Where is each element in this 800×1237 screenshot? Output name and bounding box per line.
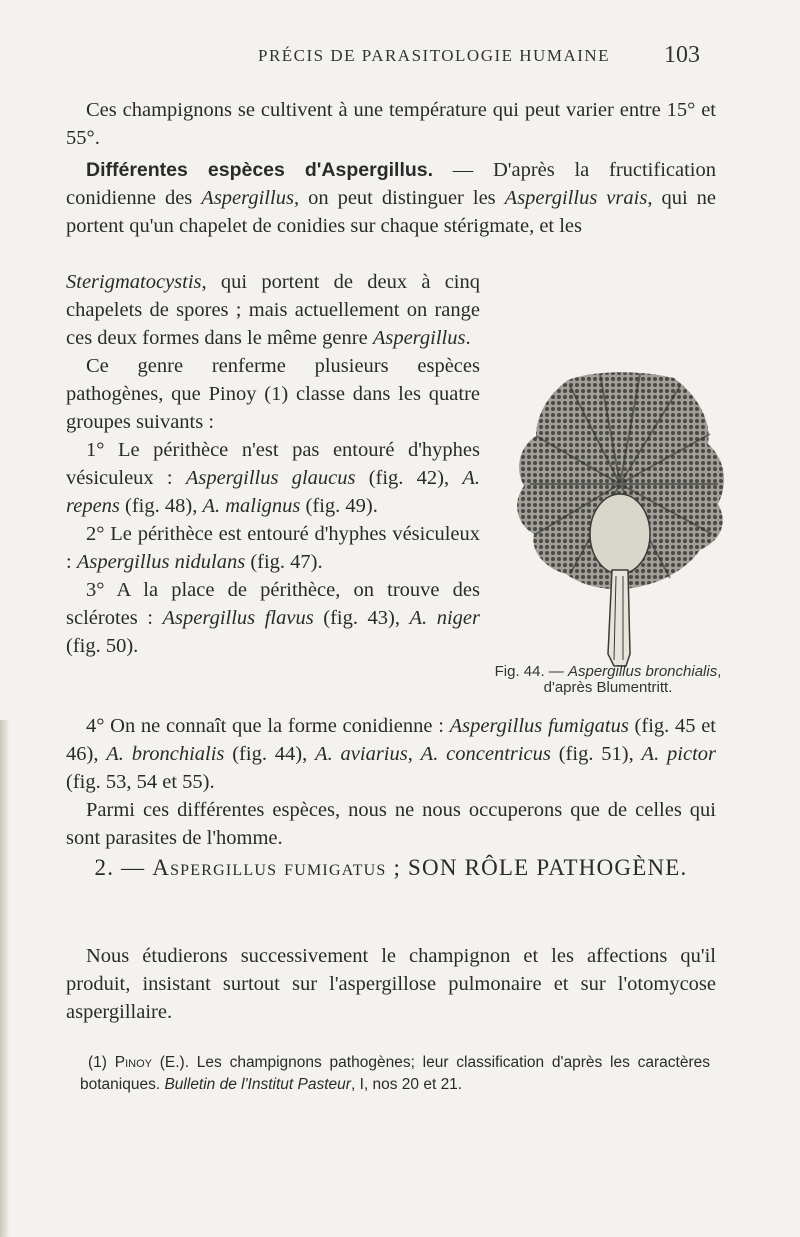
text-run: 4° On ne connaît que la forme conidienne :	[86, 715, 450, 737]
footnote-marker: (1)	[88, 1054, 115, 1071]
caption-label: Fig. 44. —	[494, 663, 568, 680]
page-gutter-shadow	[0, 720, 10, 1237]
text-run: (fig. 42),	[355, 467, 463, 489]
text-run: (fig. 44),	[224, 743, 316, 765]
page-number: 103	[664, 42, 700, 68]
section-heading	[66, 850, 716, 886]
text-run: .	[465, 327, 471, 349]
text-run: ,	[407, 743, 421, 765]
italic-run: Aspergillus	[201, 187, 294, 209]
text-run: 3° A la place de périthèce, on trouve des sclérotes :	[66, 579, 480, 629]
text-run: (fig. 49).	[300, 495, 378, 517]
section-number: 2. —	[94, 855, 153, 880]
text-run: 2° Le périthèce est entouré d'hyphes vésiculeux :	[66, 523, 480, 573]
text-run: — D'après la fructification conidienne des	[66, 159, 716, 209]
italic-run: Aspergillus nidulans	[76, 551, 246, 573]
paragraph-genre: Ce genre renferme plusieurs espèces pathogènes, que Pinoy (1) classe dans les quatre groupes suivants :	[66, 355, 480, 433]
paragraph-parasites: Parmi ces différentes espèces, nous ne nous occuperons que de celles qui sont parasites de l'homme.	[66, 799, 716, 849]
italic-run: Sterigmatocystis	[66, 271, 202, 293]
section-title-species: Aspergillus fumigatus	[152, 855, 387, 880]
footnote	[80, 1052, 710, 1096]
figure-caption	[478, 664, 738, 696]
text-after-figure	[66, 712, 716, 852]
section-title-rest: ; SON RÔLE PATHOGÈNE.	[386, 855, 688, 880]
italic-run: A. pictor	[641, 743, 716, 765]
text-run: (fig. 45 et 46),	[66, 715, 716, 765]
paragraph-species-cont	[66, 268, 480, 352]
italic-run: Aspergillus flavus	[162, 607, 314, 629]
footnote-journal: Bulletin de l'Institut Pasteur	[164, 1076, 351, 1093]
footnote-text: (E.). Les champignons pathogènes; leur classification d'après les caractères botaniques.	[80, 1054, 711, 1093]
wrapped-column	[66, 268, 480, 660]
italic-run: Aspergillus vrais	[504, 187, 648, 209]
paragraph-study	[66, 942, 716, 1026]
text-run: , qui ne portent qu'un chapelet de conidies sur chaque stérigmate, et les	[66, 187, 717, 237]
paragraph-text: Nous étudierons successivement le champignon et les affections qu'il produit, insistant surtout sur l'aspergillose pulmonaire et sur l'otomycose aspergillaire.	[66, 945, 716, 1023]
italic-run: Aspergillus fumigatus	[449, 715, 629, 737]
conidiophore-drawing	[490, 364, 728, 676]
text-run: 1° Le périthèce n'est pas entouré d'hyphes vésiculeux :	[66, 439, 480, 489]
list-item-group-1	[66, 436, 480, 520]
italic-run: A. bronchialis	[106, 743, 225, 765]
paragraph-text: Ces champignons se cultivent à une température qui peut varier entre 15° et 55°.	[66, 99, 716, 149]
italic-run: Aspergillus	[372, 327, 466, 349]
caption-credit: , d'après Blumentritt.	[543, 663, 722, 696]
text-run: , on peut distinguer les	[293, 187, 505, 209]
text-run: (fig. 43),	[313, 607, 410, 629]
figure-aspergillus-illustration	[490, 364, 728, 676]
list-item-group-3	[66, 576, 480, 660]
running-head: PRÉCIS DE PARASITOLOGIE HUMAINE	[258, 46, 611, 65]
list-item-group-4	[66, 712, 716, 796]
text-run: (fig. 51),	[550, 743, 642, 765]
footnote-author: Pinoy	[114, 1054, 152, 1071]
italic-run: A. aviarius	[315, 743, 408, 765]
text-run: (fig. 47).	[245, 551, 323, 573]
caption-species: Aspergillus bronchialis	[567, 663, 718, 680]
italic-run: A. concentricus	[420, 743, 551, 765]
text-run: (fig. 50).	[66, 635, 139, 657]
text-run: (fig. 53, 54 et 55).	[66, 771, 215, 793]
italic-run: A. niger	[409, 607, 481, 629]
italic-run: A. malignus	[202, 495, 301, 517]
run-in-heading: Différentes espèces d'Aspergillus.	[86, 159, 434, 181]
text-run: (fig. 48),	[119, 495, 203, 517]
footnote-text: , I, nos 20 et 21.	[350, 1076, 463, 1093]
paragraph-temperature	[66, 96, 716, 152]
italic-run: A. repens	[66, 467, 480, 517]
text-run: , qui portent de deux à cinq chapelets de spores ; mais actuellement on range ces deux formes dans le même genre	[66, 271, 480, 349]
italic-run: Aspergillus glaucus	[185, 467, 356, 489]
list-item-group-2	[66, 520, 480, 576]
